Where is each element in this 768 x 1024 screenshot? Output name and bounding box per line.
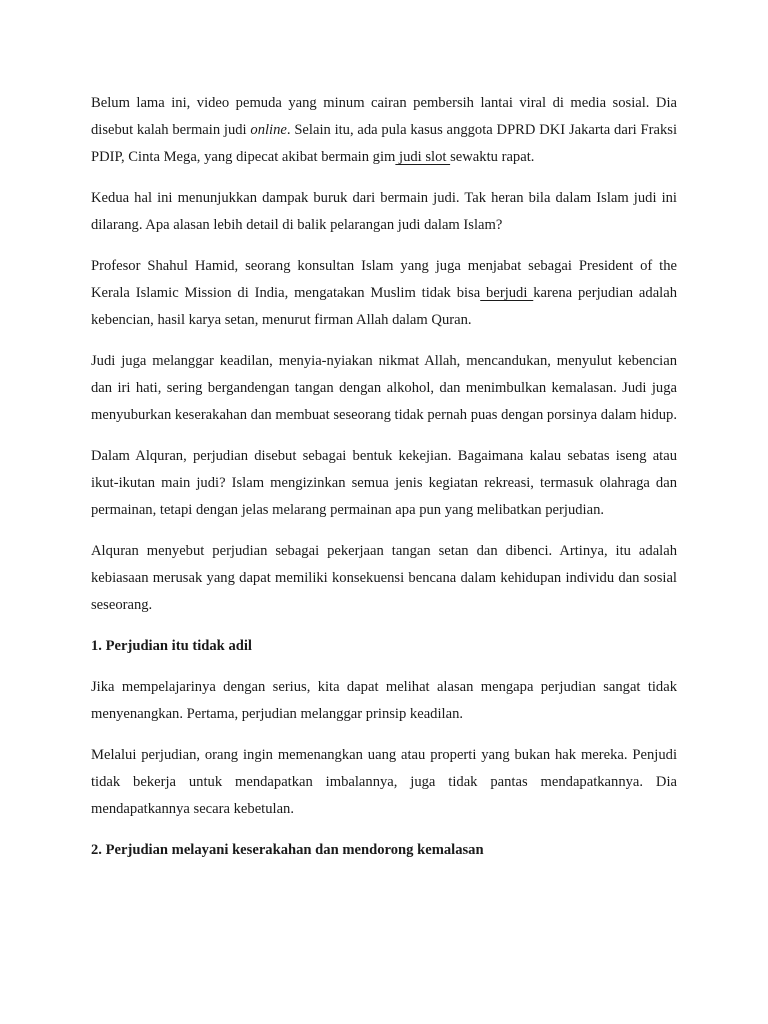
paragraph-2: Kedua hal ini menunjukkan dampak buruk dari bermain judi. Tak heran bila dalam Islam judi ini dilarang. Apa alasan lebih detail di balik pelarangan judi dalam Islam?: [91, 190, 677, 233]
section-heading-2: 2. Perjudian melayani keserakahan dan mendorong kemalasan: [91, 842, 484, 858]
berjudi-link[interactable]: berjudi: [480, 285, 534, 301]
paragraph-6: Alquran menyebut perjudian sebagai pekerjaan tangan setan dan dibenci. Artinya, itu adalah kebiasaan merusak yang dapat memiliki konsekuensi bencana dalam kehidupan individu dan sosial seseorang.: [91, 543, 677, 613]
paragraph-intro: [91, 90, 677, 171]
paragraph-intro-text-a: Belum lama ini, video pemuda yang minum cairan pembersih lantai viral di media sosial. Dia disebut kalah bermain judi: [91, 95, 677, 138]
paragraph-4: Judi juga melanggar keadilan, menyia-nyiakan nikmat Allah, mencandukan, menyulut kebencian dan iri hati, sering bergandengan tangan dengan alkohol, dan menimbulkan kemalasan. Judi juga menyuburkan keserakahan dan membuat seseorang tidak pernah puas dengan porsinya dalam hidup.: [91, 353, 677, 423]
paragraph-intro-text-c: sewaktu rapat.: [450, 149, 535, 165]
paragraph-intro-text-b: . Selain itu, ada pula kasus anggota DPRD DKI Jakarta dari Fraksi PDIP, Cinta Mega, yang dipecat akibat bermain gim: [91, 122, 678, 165]
paragraph-intro-italic: online: [250, 122, 287, 138]
paragraph-5: Dalam Alquran, perjudian disebut sebagai bentuk kekejian. Bagaimana kalau sebatas iseng atau ikut-ikutan main judi? Islam mengizinkan semua jenis kegiatan rekreasi, termasuk olahraga dan permainan, tetapi dengan jelas melarang permainan apa pun yang melibatkan perjudian.: [91, 448, 677, 518]
paragraph-3-text-a: Profesor Shahul Hamid, seorang konsultan Islam yang juga menjabat sebagai President of the Kerala Islamic Mission di India, mengatakan Muslim tidak bisa: [91, 258, 677, 301]
document-page: [91, 90, 677, 878]
judi-slot-link[interactable]: judi slot: [395, 149, 451, 165]
paragraph-8: Melalui perjudian, orang ingin memenangkan uang atau properti yang bukan hak mereka. Penjudi tidak bekerja untuk mendapatkan imbalannya, juga tidak pantas mendapatkannya. Dia mendapatkannya secara kebetulan.: [91, 747, 677, 817]
paragraph-3: [91, 253, 677, 334]
paragraph-7: Jika mempelajarinya dengan serius, kita dapat melihat alasan mengapa perjudian sangat tidak menyenangkan. Pertama, perjudian melanggar prinsip keadilan.: [91, 679, 677, 722]
section-heading-1: 1. Perjudian itu tidak adil: [91, 638, 252, 654]
paragraph-3-text-b: karena perjudian adalah kebencian, hasil karya setan, menurut firman Allah dalam Quran.: [91, 285, 678, 328]
